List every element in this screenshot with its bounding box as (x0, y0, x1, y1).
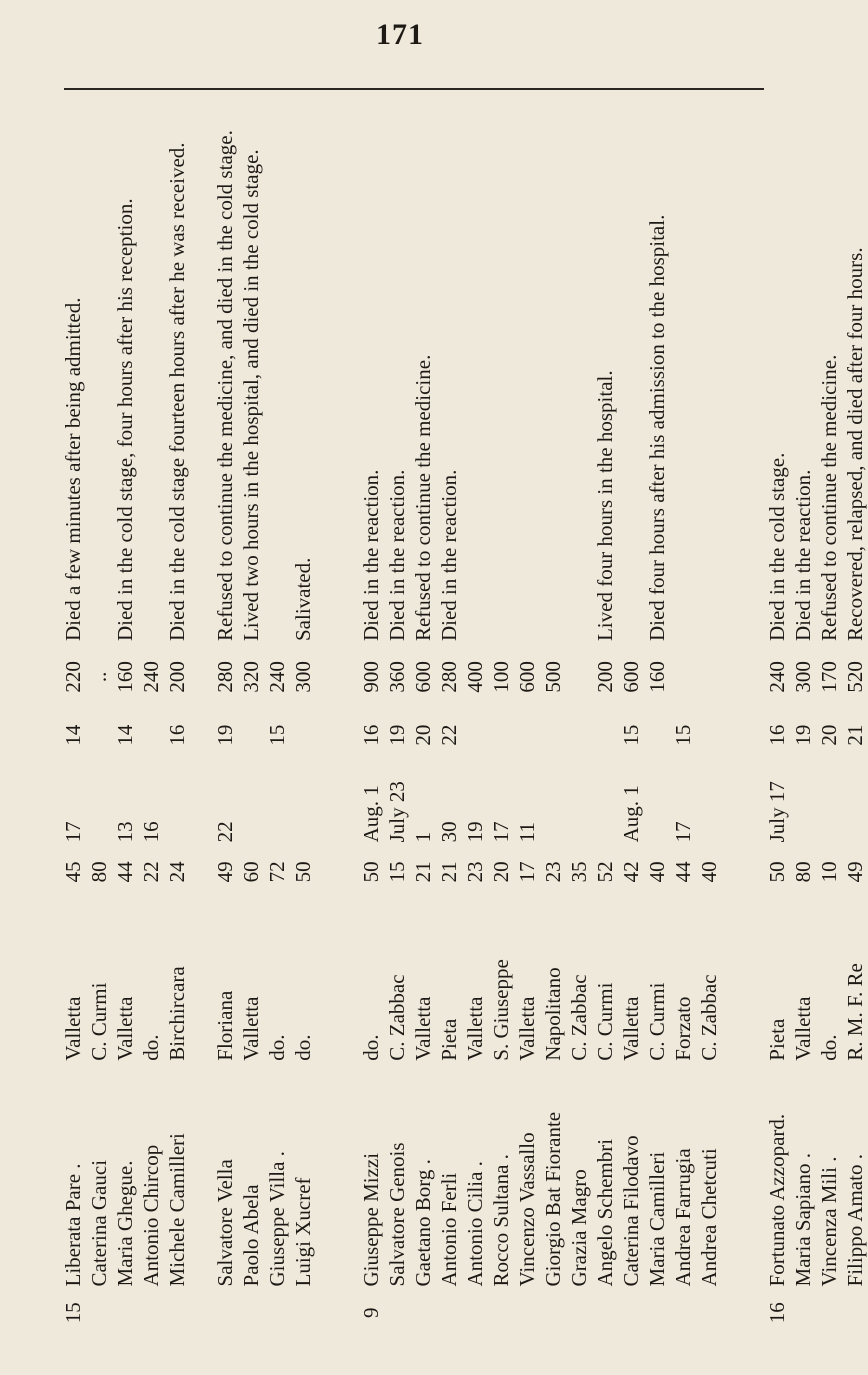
dose-quantity: 600 (515, 661, 539, 693)
patient-age: 50 (765, 861, 789, 883)
patient-name: Liberata Pare . (61, 1163, 85, 1287)
case-result (462, 95, 488, 645)
residence-place: Forzato (671, 996, 695, 1061)
patient-age: 80 (791, 861, 815, 883)
patient-name: Antonio Ferli (437, 1172, 461, 1287)
dose-quantity: 280 (437, 661, 461, 693)
case-result (488, 95, 514, 645)
admission-date: Aug. 1 (619, 785, 643, 843)
day-number: 14 (61, 724, 85, 746)
patient-age: 15 (385, 861, 409, 883)
dose-quantity: 400 (463, 661, 487, 693)
admission-date (816, 762, 842, 847)
case-group-number (488, 1290, 514, 1335)
case-result (514, 95, 540, 645)
patient-age: 49 (843, 861, 867, 883)
admission-date (566, 762, 592, 847)
patient-name: Giorgio Bat Fiorante (541, 1111, 565, 1287)
case-group-number (436, 1290, 462, 1335)
case-group-number (644, 1290, 670, 1335)
dose-quantity: 220 (61, 661, 85, 693)
residence-place: Valletta (61, 996, 85, 1061)
admission-date: 30 (437, 821, 461, 843)
patient-name: Salvatore Vella (213, 1159, 237, 1287)
day-number (592, 709, 618, 762)
table-row (764, 95, 790, 1335)
admission-date: 17 (671, 821, 695, 843)
dose-quantity (670, 645, 696, 709)
day-number: 16 (359, 724, 383, 746)
case-group-number: 9 (359, 1307, 383, 1318)
admission-date (592, 762, 618, 847)
table-row (190, 95, 212, 1335)
group-separator (316, 95, 358, 1335)
table-row (436, 95, 462, 1335)
day-number (290, 709, 316, 762)
residence-place: C. Curmi (645, 982, 669, 1061)
day-number: 15 (671, 724, 695, 746)
case-group-number (410, 1290, 436, 1335)
patient-name: Andrea Farrugia (671, 1148, 695, 1287)
patient-age: 21 (437, 861, 461, 883)
table-row (842, 95, 868, 1335)
day-number: 19 (213, 724, 237, 746)
case-group-number (790, 1290, 816, 1335)
admission-date: July 23 (385, 781, 409, 843)
dose-quantity: 600 (411, 661, 435, 693)
case-result: Recovered, relapsed, and died after four hours. (843, 247, 867, 642)
residence-place: do. (265, 1034, 289, 1061)
dose-quantity: 900 (359, 661, 383, 693)
case-group-number (618, 1290, 644, 1335)
dose-quantity: 200 (593, 661, 617, 693)
table-row (696, 95, 722, 1335)
dose-quantity: 520 (843, 661, 867, 693)
table-row (816, 95, 842, 1335)
patient-age: 72 (265, 861, 289, 883)
patient-age: 20 (489, 861, 513, 883)
residence-place: Pieta (765, 1018, 789, 1061)
case-result: Lived four hours in the hospital. (593, 370, 617, 642)
day-number: 16 (765, 724, 789, 746)
day-number (238, 709, 264, 762)
table-row (462, 95, 488, 1335)
admission-date (644, 762, 670, 847)
admission-date (190, 762, 212, 847)
day-number: 15 (265, 724, 289, 746)
dose-quantity: 300 (291, 661, 315, 693)
case-group-number (238, 1290, 264, 1335)
case-group-number (164, 1290, 190, 1335)
case-result (696, 95, 722, 645)
case-result: Salivated. (291, 557, 315, 642)
admission-date: 16 (139, 821, 163, 843)
patient-name: Fortunato Azzopard. (765, 1113, 789, 1287)
patient-age: 24 (165, 861, 189, 883)
case-result: Refused to continue the medicine. (817, 354, 841, 642)
table-row (86, 95, 112, 1335)
patient-name (190, 1065, 212, 1291)
patient-name: Filippo Amato . (843, 1154, 867, 1287)
case-group-number: 16 (765, 1302, 789, 1324)
dose-quantity: 360 (385, 661, 409, 693)
table-row (264, 95, 290, 1335)
table-row (540, 95, 566, 1335)
patient-age: 42 (619, 861, 643, 883)
dose-quantity: 280 (213, 661, 237, 693)
dose-quantity: 240 (265, 661, 289, 693)
header-rule (64, 88, 764, 90)
case-group-number (842, 1290, 868, 1335)
patient-age: 40 (697, 861, 721, 883)
table-row (358, 95, 384, 1335)
case-group-number (86, 1290, 112, 1335)
residence-place: Valletta (463, 996, 487, 1061)
residence-place: C. Zabbac (567, 974, 591, 1061)
table-row (670, 95, 696, 1335)
patient-name: Grazia Magro (567, 1169, 591, 1287)
day-number (138, 709, 164, 762)
case-result (566, 95, 592, 645)
residence-place: C. Curmi (87, 982, 111, 1061)
dose-quantity: 600 (619, 661, 643, 693)
day-number (488, 709, 514, 762)
dose-quantity: 500 (541, 661, 565, 693)
dose-quantity (190, 645, 212, 709)
patient-name: Maria Ghegue. (113, 1160, 137, 1287)
case-group-number (670, 1290, 696, 1335)
case-result: Lived two hours in the hospital, and died in the cold stage. (239, 149, 263, 642)
case-group-number (514, 1290, 540, 1335)
day-number: 19 (385, 724, 409, 746)
dose-quantity (566, 645, 592, 709)
table-row (566, 95, 592, 1335)
patient-age: 49 (213, 861, 237, 883)
day-number: 15 (619, 724, 643, 746)
table-row (618, 95, 644, 1335)
case-result: Refused to continue the medicine, and died in the cold stage. (213, 130, 237, 642)
admission-date (290, 762, 316, 847)
table-row (238, 95, 264, 1335)
patient-age: 23 (541, 861, 565, 883)
admission-date (696, 762, 722, 847)
case-result: Died in the reaction. (791, 469, 815, 642)
case-result (86, 95, 112, 645)
case-group-number (212, 1290, 238, 1335)
case-group-number (696, 1290, 722, 1335)
patient-name: Vincenza Mili . (817, 1156, 841, 1287)
case-group-number (566, 1290, 592, 1335)
day-number (566, 709, 592, 762)
patient-name: Maria Camilleri (645, 1151, 669, 1287)
admission-date: Aug. 1 (359, 785, 383, 843)
residence-place: Valletta (619, 996, 643, 1061)
residence-place: do. (359, 1034, 383, 1061)
residence-place: Birchircara (165, 966, 189, 1061)
patient-name: Giuseppe Villa . (265, 1151, 289, 1287)
admission-date: 17 (489, 821, 513, 843)
page-number: 171 (376, 18, 424, 51)
residence-place: do. (817, 1034, 841, 1061)
admission-date: 13 (113, 821, 137, 843)
patient-age: 45 (61, 861, 85, 883)
table-row (112, 95, 138, 1335)
patient-name: Giuseppe Mizzi (359, 1152, 383, 1287)
case-result: Died in the cold stage fourteen hours after he was received. (165, 142, 189, 642)
patient-age: 21 (411, 861, 435, 883)
case-result: Died four hours after his admission to the hospital. (645, 214, 669, 642)
patient-name: Antonio Cilia . (463, 1161, 487, 1287)
patient-name: Angelo Schembri (593, 1138, 617, 1287)
patient-age: 44 (113, 861, 137, 883)
patient-name: Caterina Filodavo (619, 1135, 643, 1287)
table-row (410, 95, 436, 1335)
dose-quantity: 240 (139, 661, 163, 693)
patient-age: 44 (671, 861, 695, 883)
day-number: 20 (817, 724, 841, 746)
day-number: 21 (843, 724, 867, 746)
admission-date (264, 762, 290, 847)
case-group-number (264, 1290, 290, 1335)
residence-place: do. (139, 1034, 163, 1061)
patient-name: Michele Camilleri (165, 1133, 189, 1287)
residence-place: Valletta (239, 996, 263, 1061)
patient-name: Rocco Sultana . (489, 1154, 513, 1287)
case-group-number (462, 1290, 488, 1335)
day-number (86, 709, 112, 762)
day-number (462, 709, 488, 762)
group-separator (722, 95, 764, 1335)
table-row (60, 95, 86, 1335)
ledger-body (60, 95, 868, 1335)
dose-quantity: 300 (791, 661, 815, 693)
day-number: 19 (791, 724, 815, 746)
case-group-number (112, 1290, 138, 1335)
patient-name: Maria Sapiano . (791, 1152, 815, 1287)
cholera-case-table (60, 95, 868, 1335)
table-row (644, 95, 670, 1335)
day-number (514, 709, 540, 762)
dose-quantity: 240 (765, 661, 789, 693)
case-result: Refused to continue the medicine. (411, 354, 435, 642)
patient-age: 23 (463, 861, 487, 883)
admission-date (86, 762, 112, 847)
admission-date (164, 762, 190, 847)
day-number (190, 709, 212, 762)
dose-quantity: 200 (165, 661, 189, 693)
case-group-number (290, 1290, 316, 1335)
day-number: 22 (437, 724, 461, 746)
residence-place: Valletta (113, 996, 137, 1061)
case-result: Died a few minutes after being admitted. (61, 297, 85, 642)
patient-name: Antonio Chircop (139, 1144, 163, 1287)
residence-place: Valletta (515, 996, 539, 1061)
residence-place: C. Zabbac (385, 974, 409, 1061)
admission-date: 22 (213, 821, 237, 843)
case-group-number: 15 (61, 1302, 85, 1324)
patient-age: 10 (817, 861, 841, 883)
case-group-number (384, 1290, 410, 1335)
residence-place: C. Zabbac (697, 974, 721, 1061)
case-group-number (540, 1290, 566, 1335)
residence-place: Valletta (791, 996, 815, 1061)
residence-place: Floriana (213, 990, 237, 1061)
residence-place: do. (291, 1034, 315, 1061)
patient-age (190, 846, 212, 897)
day-number (696, 709, 722, 762)
admission-date: 11 (515, 822, 539, 843)
dose-quantity: .. (87, 671, 111, 683)
dose-quantity: 100 (489, 661, 513, 693)
day-number: 16 (165, 724, 189, 746)
table-row (138, 95, 164, 1335)
admission-date (540, 762, 566, 847)
admission-date (238, 762, 264, 847)
residence-place: R. M. F. Re (843, 963, 867, 1061)
patient-age: 52 (593, 861, 617, 883)
admission-date: 1 (411, 831, 435, 843)
admission-date: July 17 (765, 781, 789, 843)
patient-age: 17 (515, 861, 539, 883)
residence-place: S. Giuseppe (489, 959, 513, 1061)
patient-age: 50 (359, 861, 383, 883)
patient-age: 40 (645, 861, 669, 883)
case-group-number (138, 1290, 164, 1335)
patient-age: 35 (567, 861, 591, 883)
table-row (514, 95, 540, 1335)
dose-quantity (696, 645, 722, 709)
dose-quantity: 170 (817, 661, 841, 693)
case-group-number (592, 1290, 618, 1335)
day-number (540, 709, 566, 762)
admission-date: 17 (61, 821, 85, 843)
dose-quantity: 160 (645, 661, 669, 693)
day-number: 20 (411, 724, 435, 746)
table-row (384, 95, 410, 1335)
case-result: Died in the cold stage. (765, 452, 789, 642)
case-group-number (816, 1290, 842, 1335)
admission-date (842, 762, 868, 847)
case-result: Died in the cold stage, four hours after his reception. (113, 198, 137, 642)
patient-age: 60 (239, 861, 263, 883)
table-row (592, 95, 618, 1335)
patient-age: 50 (291, 861, 315, 883)
patient-name: Paolo Abela (239, 1184, 263, 1287)
table-row (290, 95, 316, 1335)
admission-date (790, 762, 816, 847)
residence-place (190, 897, 212, 1064)
day-number (644, 709, 670, 762)
table-row (164, 95, 190, 1335)
residence-place: Pieta (437, 1018, 461, 1061)
patient-name: Caterina Gauci (87, 1159, 111, 1287)
patient-name: Andrea Chetcuti (697, 1148, 721, 1287)
dose-quantity: 320 (239, 661, 263, 693)
table-row (212, 95, 238, 1335)
patient-name: Vincenzo Vassallo (515, 1132, 539, 1287)
residence-place: Valletta (411, 996, 435, 1061)
residence-place: C. Curmi (593, 982, 617, 1061)
patient-name: Salvatore Genois (385, 1142, 409, 1287)
case-result (190, 95, 212, 645)
case-result (618, 95, 644, 645)
case-result: Died in the reaction. (359, 469, 383, 642)
residence-place: Napolitano (541, 967, 565, 1061)
case-result (138, 95, 164, 645)
rotated-ledger (60, 95, 867, 1335)
case-result: Died in the reaction. (385, 469, 409, 642)
case-result: Died in the reaction. (437, 469, 461, 642)
day-number: 14 (113, 724, 137, 746)
patient-age: 80 (87, 861, 111, 883)
dose-quantity: 160 (113, 661, 137, 693)
patient-name: Gaetano Borg . (411, 1159, 435, 1287)
table-row (488, 95, 514, 1335)
case-result (264, 95, 290, 645)
case-group-number (190, 1290, 212, 1335)
case-result (540, 95, 566, 645)
patient-age: 22 (139, 861, 163, 883)
table-row (790, 95, 816, 1335)
case-result (670, 95, 696, 645)
patient-name: Luigi Xucref (291, 1177, 315, 1287)
admission-date: 19 (463, 821, 487, 843)
